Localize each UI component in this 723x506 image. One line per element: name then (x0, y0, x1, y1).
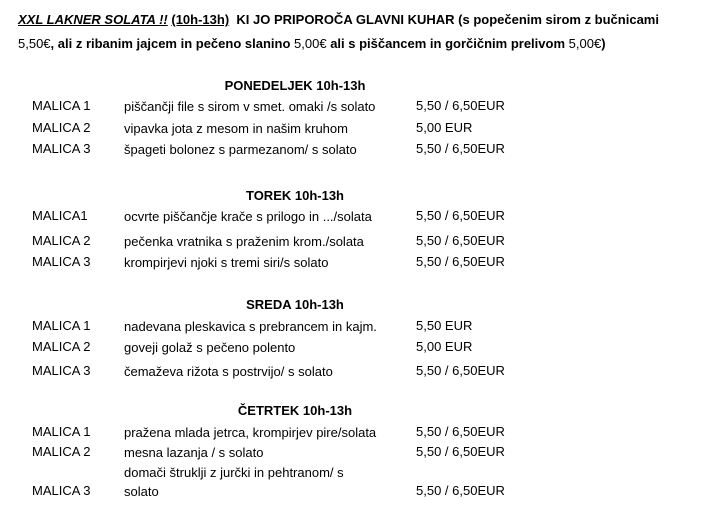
menu-price: 5,50 / 6,50EUR (416, 444, 505, 459)
menu-dish: ocvrte piščančje krače s prilogo in .../solata (124, 209, 372, 224)
menu-label: MALICA 2 (32, 339, 91, 354)
menu-price: 5,50 / 6,50EUR (416, 254, 505, 269)
menu-dish-line1: domači štruklji z jurčki in pehtranom/ s (124, 465, 344, 480)
headline-price-b: 5,00€ (294, 36, 327, 51)
menu-price: 5,50 EUR (416, 318, 473, 333)
menu-dish: nadevana pleskavica s prebrancem in kajm. (124, 319, 377, 334)
menu-label: MALICA 3 (32, 363, 91, 378)
menu-row (0, 483, 723, 501)
menu-dish: čemaževa rižota s postrvijo/ s solato (124, 364, 333, 379)
menu-dish: pečenka vratnika s praženim krom./solata (124, 234, 364, 249)
menu-price: 5,50 / 6,50EUR (416, 424, 505, 439)
menu-price: 5,00 EUR (416, 339, 473, 354)
headline-hours: (10h-13h) (171, 12, 230, 27)
day-heading-monday: PONEDELJEK 10h-13h (224, 78, 366, 93)
menu-label: MALICA 1 (32, 98, 91, 113)
headline-text-d: ) (601, 36, 606, 51)
menu-row (0, 363, 723, 381)
headline-price-c: 5,00€ (568, 36, 602, 51)
menu-headline (18, 8, 718, 56)
menu-dish: krompirjevi njoki s tremi siri/s solato (124, 255, 329, 270)
menu-row (0, 318, 723, 336)
day-heading-wednesday: SREDA 10h-13h (246, 297, 344, 312)
headline-text-b: , ali z ribanim jajcem in pečeno slanino (50, 36, 291, 51)
menu-label: MALICA 3 (32, 483, 91, 498)
menu-price: 5,50 / 6,50EUR (416, 363, 505, 378)
menu-price: 5,50 / 6,50EUR (416, 208, 505, 223)
menu-price: 5,50 / 6,50EUR (416, 141, 505, 156)
menu-row (0, 141, 723, 159)
menu-row (0, 233, 723, 251)
menu-row (0, 444, 723, 462)
menu-label: MALICA 1 (32, 318, 91, 333)
menu-price: 5,50 / 6,50EUR (416, 483, 505, 498)
menu-dish: vipavka jota z mesom in našim kruhom (124, 121, 348, 136)
menu-row (0, 464, 723, 482)
headline-text-c: ali s piščancem in gorčičnim prelivom (330, 36, 566, 51)
menu-row (0, 208, 723, 226)
menu-label: MALICA 2 (32, 444, 91, 459)
headline-price-a: 5,50€ (18, 36, 51, 51)
menu-price: 5,50 / 6,50EUR (416, 233, 505, 248)
menu-row (0, 98, 723, 116)
day-heading-thursday: ČETRTEK 10h-13h (237, 403, 353, 418)
headline-title: XXL LAKNER SOLATA !! (18, 12, 168, 27)
menu-row (0, 339, 723, 357)
menu-price: 5,00 EUR (416, 120, 473, 135)
day-heading-tuesday: TOREK 10h-13h (245, 188, 344, 203)
menu-dish: špageti bolonez s parmezanom/ s solato (124, 142, 357, 157)
menu-price: 5,50 / 6,50EUR (416, 98, 505, 113)
menu-label: MALICA 2 (32, 233, 91, 248)
headline-text-a: KI JO PRIPOROČA GLAVNI KUHAR (s popečenim sirom z bučnicami (236, 12, 659, 27)
menu-dish: pražena mlada jetrca, krompirjev pire/solata (124, 425, 377, 440)
menu-dish: goveji golaž s pečeno polento (124, 340, 296, 355)
menu-label: MALICA 3 (32, 141, 91, 156)
menu-label: MALICA 2 (32, 120, 91, 135)
menu-dish: piščančji file s sirom v smet. omaki /s solato (124, 99, 376, 114)
menu-row (0, 120, 723, 138)
menu-label: MALICA1 (32, 208, 88, 223)
menu-label: MALICA 1 (32, 424, 91, 439)
menu-dish-line2: solato (124, 484, 159, 499)
menu-dish: mesna lazanja / s solato (124, 445, 264, 460)
menu-row (0, 424, 723, 442)
menu-row (0, 254, 723, 272)
menu-label: MALICA 3 (32, 254, 91, 269)
